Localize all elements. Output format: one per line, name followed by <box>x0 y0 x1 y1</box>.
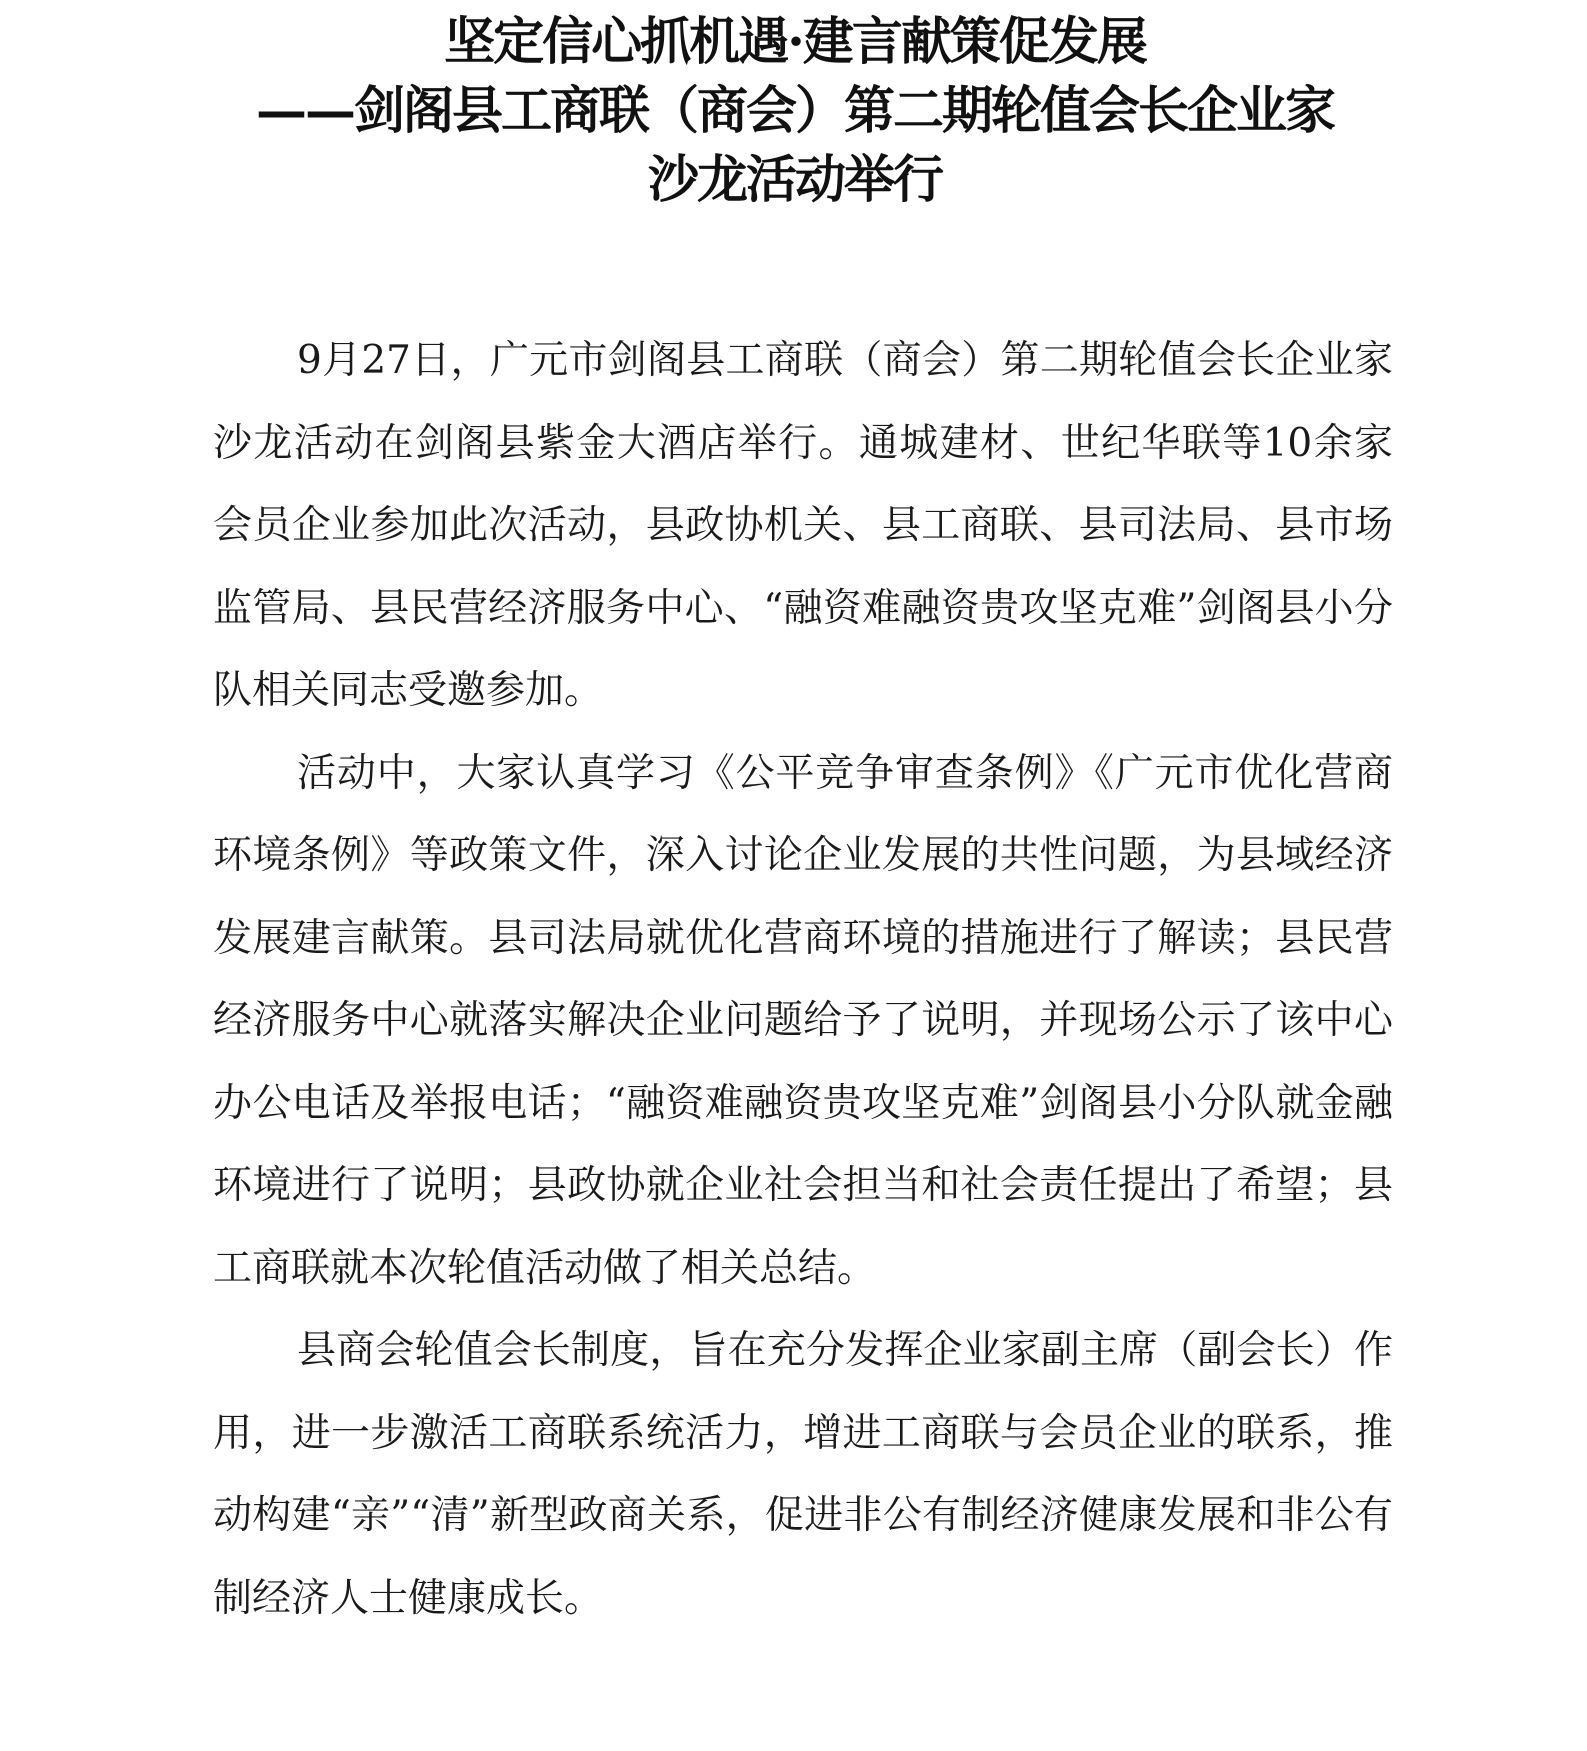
paragraph-3: 县商会轮值会长制度，旨在充分发挥企业家副主席（副会长）作用，进一步激活工商联系统活力，增进工商联与会员企业的联系，推动构建“亲”“清”新型政商关系，促进非公有制经济健康发展和非公有制经济人士健康成长。 <box>213 1328 1393 1621</box>
title-line-1: 坚定信心抓机遇·建言献策促发展 <box>444 12 1146 72</box>
article-title <box>190 8 1400 215</box>
paragraph-1: 9月27日，广元市剑阁县工商联（商会）第二期轮值会长企业家沙龙活动在剑阁县紫金大酒店举行。通城建材、世纪华联等10余家会员企业参加此次活动，县政协机关、县工商联、县司法局、县市场监管局、县民营经济服务中心、“融资难融资贵攻坚克难”剑阁县小分队相关同志受邀参加。 <box>213 338 1393 713</box>
article-body <box>213 320 1393 1640</box>
title-line-2: ——剑阁县工商联（商会）第二期轮值会长企业家 <box>255 81 1334 141</box>
paragraph-2: 活动中，大家认真学习《公平竞争审查条例》《广元市优化营商环境条例》等政策文件，深入讨论企业发展的共性问题，为县域经济发展建言献策。县司法局就优化营商环境的措施进行了解读；县民营经济服务中心就落实解决企业问题给予了说明，并现场公示了该中心办公电话及举报电话；“融资难融资贵攻坚克难”剑阁县小分队就金融环境进行了说明；县政协就企业社会担当和社会责任提出了希望；县工商联就本次轮值活动做了相关总结。 <box>213 750 1393 1291</box>
title-line-3: 沙龙活动举行 <box>647 150 942 210</box>
